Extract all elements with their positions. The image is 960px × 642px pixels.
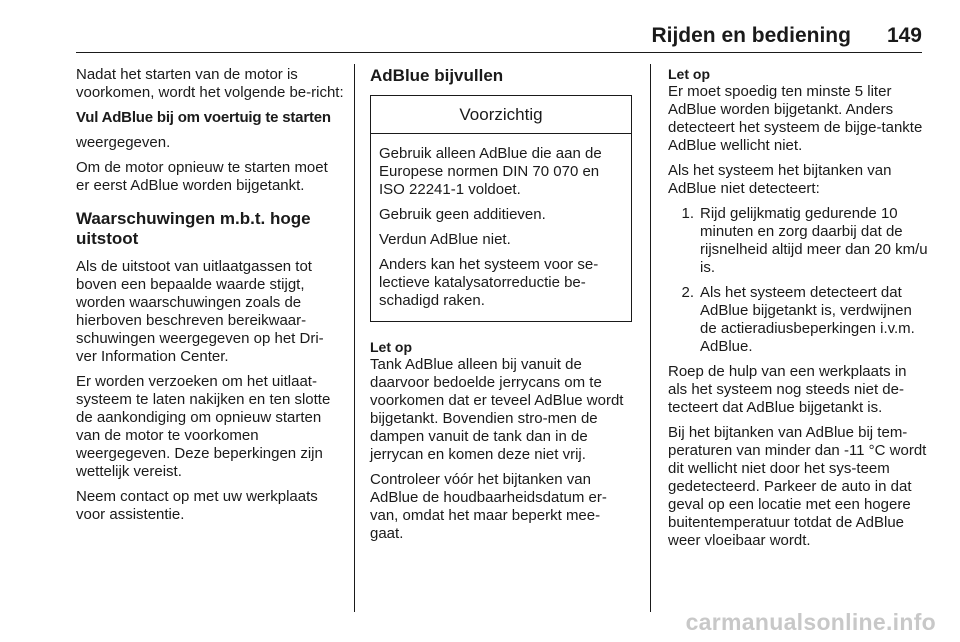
- step-text: Rijd gelijkmatig gedurende 10 minuten en zorg daarbij dat de rijsnelheid altijd meer dan 20 km/u is.: [700, 205, 928, 276]
- watermark: carmanualsonline.info: [685, 609, 936, 635]
- help-paragraph: Roep de hulp van een werkplaats in als het systeem nog steeds niet de-tecteert dat AdBlue bijgetankt is.: [668, 363, 907, 416]
- column-divider-1: [354, 64, 355, 612]
- list-item: [668, 205, 928, 277]
- note-text: Tank AdBlue alleen bij vanuit de daarvoor bedoelde jerrycans om te voorkomen dat er teveel AdBlue wordt bijgetankt. Bovendien stro-men de dampen vanuit de tank dan in de jerrycan en komen deze niet vrij.: [370, 356, 624, 463]
- emissions-paragraph-3: Neem contact op met uw werkplaats voor assistentie.: [76, 488, 318, 523]
- caution-paragraph-3: Verdun AdBlue niet.: [379, 231, 511, 248]
- section-heading-refill: AdBlue bijvullen: [370, 66, 504, 85]
- steps-list: [668, 205, 928, 356]
- section-title: Rijden en bediening: [651, 24, 851, 47]
- emissions-paragraph-1: Als de uitstoot van uitlaatgassen tot boven een bepaalde waarde stijgt, worden waarschuwingen zoals de hierboven beschreven bereikwaar-schuwingen weergegeven op het Dri-ver Information Center.: [76, 258, 324, 365]
- emissions-paragraph-2: Er worden verzoeken om het uitlaat-systeem te laten nakijken en ten slotte de aankondiging om opnieuw starten van de motor te voorkomen weergegeven. Deze beperkingen zijn wettelijk vereist.: [76, 373, 331, 480]
- detection-intro: Als het systeem het bijtanken van AdBlue niet detecteert:: [668, 162, 892, 197]
- step-number: 1.: [681, 205, 694, 222]
- caution-box: [370, 95, 632, 322]
- column-left: [76, 66, 344, 531]
- caution-paragraph-2: Gebruik geen additieven.: [379, 206, 546, 223]
- note-label: Let op: [668, 66, 710, 82]
- page-header: [651, 24, 922, 48]
- intro-paragraph: Nadat het starten van de motor is voorkomen, wordt het volgende be-richt:: [76, 66, 344, 101]
- note-label: Let op: [370, 339, 412, 355]
- column-right: [668, 66, 928, 557]
- check-paragraph: Controleer vóór het bijtanken van AdBlue de houdbaarheidsdatum er-van, omdat het maar beperkt mee-gaat.: [370, 471, 607, 542]
- column-middle: [370, 66, 632, 550]
- caution-body: [371, 134, 631, 321]
- displayed-text: weergegeven.: [76, 134, 171, 151]
- cold-paragraph: Bij het bijtanken van AdBlue bij tem-peraturen van minder dan -11 °C wordt dit wellicht niet door het sys-teem gedetecteerd. Parkeer de auto in dat geval op een locatie met een hogere buitentemperatuur totdat de AdBlue weer vloeibaar wordt.: [668, 424, 927, 549]
- step-number: 2.: [681, 284, 694, 301]
- note-block: [370, 339, 632, 464]
- caution-title: Voorzichtig: [371, 96, 631, 134]
- display-message: Vul AdBlue bij om voertuig te starten: [76, 109, 331, 126]
- page-number: 149: [886, 24, 922, 47]
- restart-paragraph: Om de motor opnieuw te starten moet er eerst AdBlue worden bijgetankt.: [76, 159, 328, 194]
- list-item: [668, 284, 928, 356]
- caution-paragraph-4: Anders kan het systeem voor se-lectieve katalysatorreductie be-schadigd raken.: [379, 256, 599, 309]
- section-heading-emissions: Waarschuwingen m.b.t. hoge uitstoot: [76, 209, 311, 248]
- step-text: Als het systeem detecteert dat AdBlue bijgetankt is, verdwijnen de actieradiusbeperkingen i.v.m. AdBlue.: [700, 284, 915, 355]
- note-text: Er moet spoedig ten minste 5 liter AdBlue worden bijgetankt. Anders detecteert het systeem de bijge-tankte AdBlue wellicht niet.: [668, 83, 923, 154]
- caution-paragraph-1: Gebruik alleen AdBlue die aan de Europese normen DIN 70 070 en ISO 22241-1 voldoet.: [379, 145, 602, 198]
- header-divider: [76, 52, 922, 53]
- column-divider-2: [650, 64, 651, 612]
